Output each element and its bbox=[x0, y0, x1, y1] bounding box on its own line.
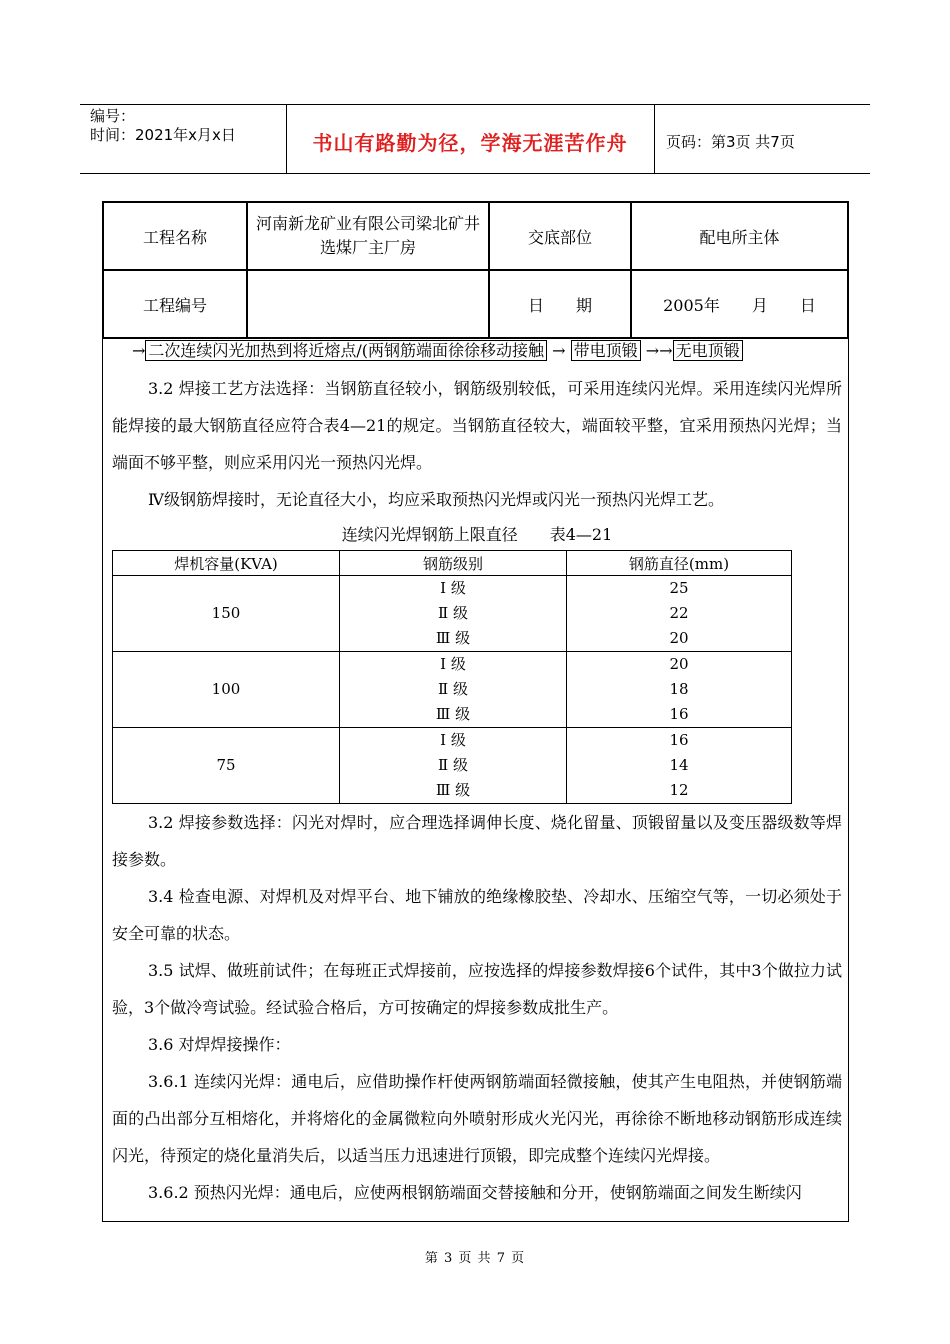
paragraph: 3.6 对焊焊接操作： bbox=[148, 1035, 291, 1054]
capacity-cell: 100 bbox=[113, 652, 340, 728]
document-body bbox=[112, 338, 842, 1211]
grade-value: Ⅲ 级 bbox=[435, 781, 471, 799]
header-page-label: 页码：第3页 共7页 bbox=[666, 133, 795, 151]
grade-value: Ⅱ 级 bbox=[438, 756, 468, 774]
table-row bbox=[113, 728, 792, 804]
paragraph: 3.4 检查电源、对焊机及对焊平台、地下铺放的绝缘橡胶垫、冷却水、压缩空气等，一切必须处于安全可靠的状态。 bbox=[112, 887, 842, 943]
project-no-value bbox=[247, 270, 489, 338]
header-divider bbox=[654, 105, 655, 173]
diameter-value: 14 bbox=[669, 756, 689, 774]
paragraph: 3.2 焊接工艺方法选择：当钢筋直径较小，钢筋级别较低，可采用连续闪光焊。采用连续闪光焊所能焊接的最大钢筋直径应符合表4—21的规定。当钢筋直径较大，端面较平整，宜采用预热闪光焊；当端面不够平整，则应采用闪光一预热闪光焊。 bbox=[112, 379, 842, 472]
flow-arrow: →→ bbox=[645, 341, 673, 360]
header-code-label: 编号： bbox=[90, 107, 136, 125]
grade-value: Ⅲ 级 bbox=[435, 705, 471, 723]
header-time-label: 时间：2021年x月x日 bbox=[90, 126, 236, 144]
diameter-value: 18 bbox=[669, 680, 689, 698]
paragraph: 3.2 焊接参数选择：闪光对焊时，应合理选择调伸长度、烧化留量、顶锻留量以及变压器级数等焊接参数。 bbox=[112, 813, 842, 869]
table-caption: 连续闪光焊钢筋上限直径 表4—21 bbox=[341, 525, 613, 544]
paragraph: 3.6.2 预热闪光焊：通电后，应使两根钢筋端面交替接触和分开，使钢筋端面之间发生断续闪 bbox=[148, 1183, 802, 1202]
header-meta bbox=[90, 107, 290, 145]
process-flow bbox=[132, 338, 842, 364]
grade-value: Ⅰ 级 bbox=[440, 579, 466, 597]
diameter-value: 20 bbox=[669, 629, 689, 647]
diameter-value: 22 bbox=[669, 604, 689, 622]
paragraph: 3.6.1 连续闪光焊：通电后，应借助操作杆使两钢筋端面轻微接触，使其产生电阻热，并使钢筋端面的凸出部分互相熔化，并将熔化的金属微粒向外喷射形成火光闪光，再徐徐不断地移动钢筋形成连续闪光，待预定的烧化量消失后，以适当压力迅速进行顶锻，即完成整个连续闪光焊接。 bbox=[112, 1072, 842, 1165]
grade-value: Ⅱ 级 bbox=[438, 680, 468, 698]
grade-value: Ⅰ 级 bbox=[440, 655, 466, 673]
diameter-value: 12 bbox=[669, 781, 689, 799]
handover-label: 交底部位 bbox=[489, 202, 631, 270]
diameter-value: 16 bbox=[669, 731, 689, 749]
diameter-value: 16 bbox=[669, 705, 689, 723]
grade-value: Ⅰ 级 bbox=[440, 731, 466, 749]
flow-step: 无电顶锻 bbox=[673, 340, 743, 361]
table-header-cell: 钢筋直径(mm) bbox=[567, 551, 792, 576]
welding-spec-table bbox=[112, 550, 792, 804]
paragraph: 3.5 试焊、做班前试件；在每班正式焊接前，应按选择的焊接参数焊接6个试件，其中3个做拉力试验，3个做冷弯试验。经试验合格后，方可按确定的焊接参数成批生产。 bbox=[112, 961, 842, 1017]
page-header bbox=[80, 104, 870, 174]
grade-cell bbox=[340, 728, 567, 804]
handover-value: 配电所主体 bbox=[631, 202, 848, 270]
flow-step: 二次连续闪光加热到将近熔点/(两钢筋端面徐徐移动接触 bbox=[145, 340, 547, 361]
diameter-cell bbox=[567, 576, 792, 652]
grade-cell bbox=[340, 576, 567, 652]
project-name-value: 河南新龙矿业有限公司梁北矿井选煤厂主厂房 bbox=[247, 202, 489, 270]
date-label: 日 期 bbox=[489, 270, 631, 338]
project-info-table bbox=[102, 201, 849, 339]
grade-value: Ⅲ 级 bbox=[435, 629, 471, 647]
flow-arrow: → bbox=[552, 341, 566, 360]
diameter-value: 25 bbox=[669, 579, 689, 597]
flow-step: 带电顶锻 bbox=[571, 340, 641, 361]
capacity-cell: 75 bbox=[113, 728, 340, 804]
diameter-value: 20 bbox=[669, 655, 689, 673]
table-row bbox=[113, 652, 792, 728]
diameter-cell bbox=[567, 652, 792, 728]
flow-arrow: → bbox=[132, 341, 146, 360]
table-header-cell: 钢筋级别 bbox=[340, 551, 567, 576]
capacity-cell: 150 bbox=[113, 576, 340, 652]
project-name-label: 工程名称 bbox=[103, 202, 247, 270]
table-row bbox=[113, 576, 792, 652]
grade-value: Ⅱ 级 bbox=[438, 604, 468, 622]
date-value: 2005年 月 日 bbox=[631, 270, 848, 338]
paragraph: Ⅳ级钢筋焊接时，无论直径大小，均应采取预热闪光焊或闪光一预热闪光焊工艺。 bbox=[148, 490, 724, 509]
grade-cell bbox=[340, 652, 567, 728]
project-no-label: 工程编号 bbox=[103, 270, 247, 338]
page-footer: 第 3 页 共 7 页 bbox=[424, 1251, 526, 1266]
table-header-cell: 焊机容量(KVA) bbox=[113, 551, 340, 576]
header-motto: 书山有路勤为径，学海无涯苦作舟 bbox=[312, 131, 628, 155]
diameter-cell bbox=[567, 728, 792, 804]
